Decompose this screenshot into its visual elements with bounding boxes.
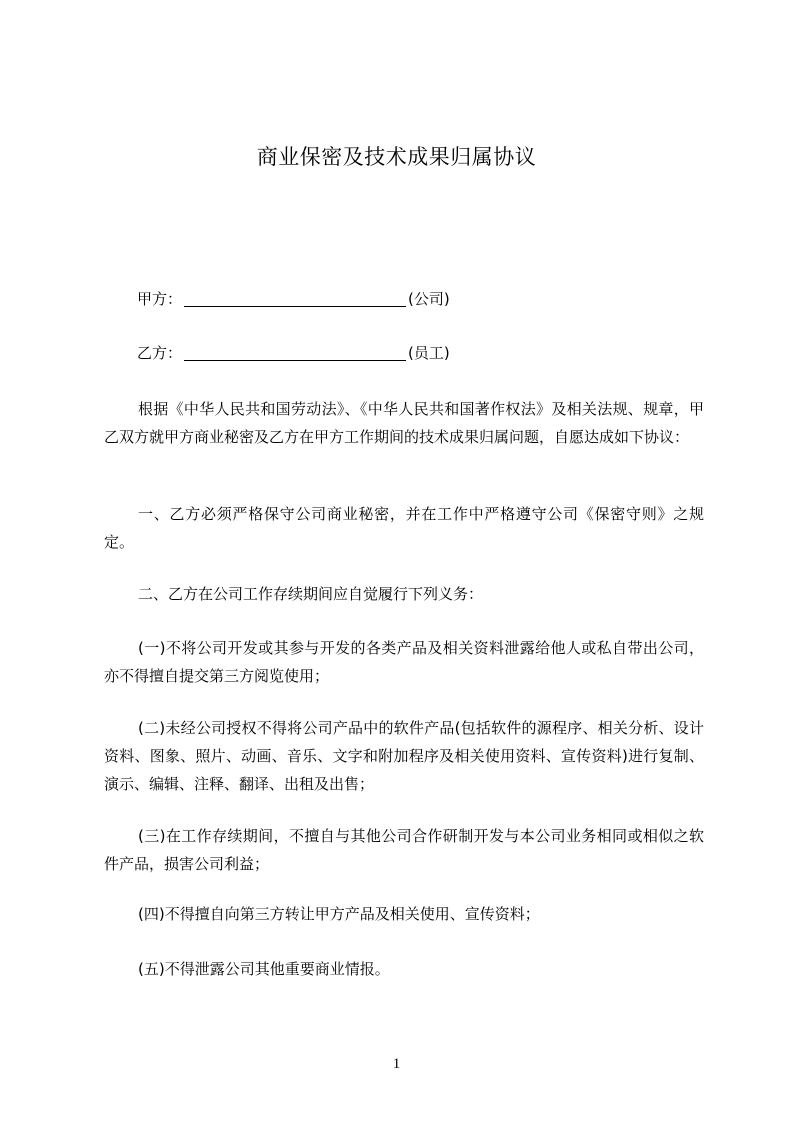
party-a-line	[137, 288, 450, 310]
party-b-label: 乙方：	[137, 344, 183, 362]
paragraph-preamble: 根据《中华人民共和国劳动法》、《中华人民共和国著作权法》及相关法规、规章，甲乙双方就甲方商业秘密及乙方在甲方工作期间的技术成果归属问题，自愿达成如下协议：	[104, 400, 704, 446]
party-b-blank-field	[184, 344, 406, 361]
paragraph-clause-2: 二、乙方在公司工作存续期间应自觉履行下列义务：	[138, 585, 484, 603]
paragraph-item-1: (一)不将公司开发或其参与开发的各类产品及相关资料泄露给他人或私自带出公司，亦不得擅自提交第三方阅览使用；	[104, 639, 704, 685]
paragraph-item-5: (五)不得泄露公司其他重要商业情报。	[138, 960, 390, 978]
paragraph-item-4: (四)不得擅自向第三方转让甲方产品及相关使用、宣传资料；	[138, 905, 540, 923]
paragraph-item-2: (二)未经公司授权不得将公司产品中的软件产品(包括软件的源程序、相关分析、设计资料、图象、照片、动画、音乐、文字和附加程序及相关使用资料、宣传资料)进行复制、演示、编辑、注释、翻译、出租及出售；	[104, 719, 704, 793]
party-a-suffix: (公司)	[408, 290, 450, 308]
party-b-line	[137, 342, 450, 364]
document-title: 商业保密及技术成果归属协议	[256, 145, 537, 169]
page-number: 1	[392, 1056, 401, 1072]
party-a-blank-field	[184, 290, 406, 307]
paragraph-clause-1: 一、乙方必须严格保守公司商业秘密，并在工作中严格遵守公司《保密守则》之规定。	[104, 505, 704, 551]
party-a-label: 甲方：	[137, 290, 183, 308]
party-b-suffix: (员工)	[408, 344, 450, 362]
paragraph-item-3: (三)在工作存续期间，不擅自与其他公司合作研制开发与本公司业务相同或相似之软件产品，损害公司利益；	[104, 827, 704, 873]
